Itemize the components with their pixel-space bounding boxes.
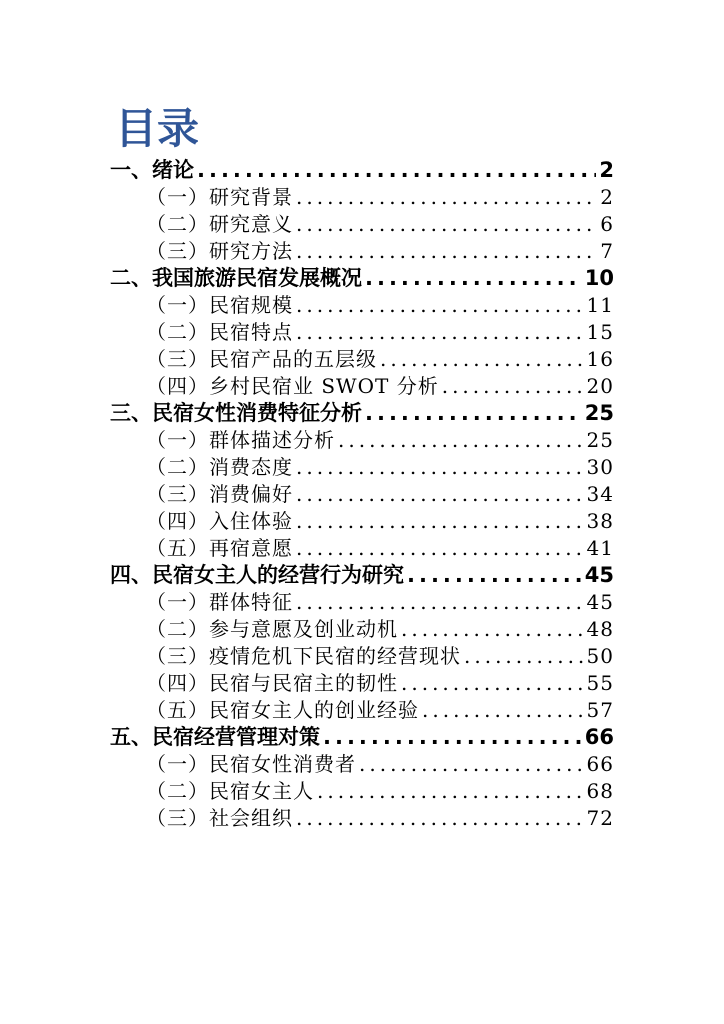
toc-dot-leader	[365, 265, 582, 292]
toc-entry-label: （一）研究背景	[146, 185, 293, 209]
toc-dot-leader	[296, 238, 597, 265]
toc-entry-label: （二）研究意义	[146, 212, 293, 236]
toc-section-entry[interactable]	[110, 319, 614, 346]
toc-title: 目录	[115, 104, 200, 153]
toc-entry-label: （四）乡村民宿业 SWOT 分析	[146, 374, 439, 398]
toc-page-number: 66	[586, 752, 614, 776]
toc-entry-label: 一、绪论	[110, 158, 194, 182]
toc-chapter-entry[interactable]	[110, 157, 614, 184]
toc-section-entry[interactable]	[110, 454, 614, 481]
toc-section-entry[interactable]	[110, 643, 614, 670]
toc-page-number: 45	[586, 590, 614, 614]
toc-entry-label: （二）消费态度	[146, 455, 293, 479]
toc-entry-label: 五、民宿经营管理对策	[110, 725, 320, 749]
toc-entry-label: （二）参与意愿及创业动机	[146, 617, 398, 641]
toc-page-number: 48	[586, 617, 614, 641]
toc-entry-label: （五）民宿女主人的创业经验	[146, 698, 419, 722]
toc-dot-leader	[338, 427, 584, 454]
toc-chapter-entry[interactable]	[110, 562, 614, 589]
toc-entry-label: （三）消费偏好	[146, 482, 293, 506]
toc-dot-leader	[422, 697, 584, 724]
toc-dot-leader	[296, 508, 584, 535]
toc-page-number: 16	[586, 347, 614, 371]
toc-entry-label: （四）入住体验	[146, 509, 293, 533]
toc-dot-leader	[359, 751, 584, 778]
toc-section-entry[interactable]	[110, 346, 614, 373]
toc-entry-label: （五）再宿意愿	[146, 536, 293, 560]
toc-dot-leader	[296, 292, 584, 319]
toc-section-entry[interactable]	[110, 589, 614, 616]
toc-section-entry[interactable]	[110, 427, 614, 454]
toc-dot-leader	[407, 562, 582, 589]
toc-dot-leader	[296, 589, 584, 616]
toc-entry-label: （三）疫情危机下民宿的经营现状	[146, 644, 461, 668]
toc-entry-label: （一）民宿规模	[146, 293, 293, 317]
toc-dot-leader	[197, 157, 596, 184]
table-of-contents	[110, 157, 614, 832]
toc-section-entry[interactable]	[110, 211, 614, 238]
toc-dot-leader	[296, 319, 584, 346]
toc-page-number: 2	[599, 158, 614, 182]
toc-chapter-entry[interactable]	[110, 400, 614, 427]
toc-dot-leader	[296, 454, 584, 481]
toc-page-number: 34	[586, 482, 614, 506]
toc-page-number: 30	[586, 455, 614, 479]
toc-page-number: 72	[586, 806, 614, 830]
toc-section-entry[interactable]	[110, 292, 614, 319]
toc-section-entry[interactable]	[110, 670, 614, 697]
toc-page-number: 66	[584, 725, 614, 749]
toc-page-number: 45	[584, 563, 614, 587]
toc-entry-label: （四）民宿与民宿主的韧性	[146, 671, 398, 695]
toc-entry-label: （一）群体特征	[146, 590, 293, 614]
toc-entry-label: （三）研究方法	[146, 239, 293, 263]
toc-dot-leader	[464, 643, 584, 670]
toc-page-number: 2	[600, 185, 614, 209]
toc-page-number: 55	[586, 671, 614, 695]
toc-entry-label: （三）社会组织	[146, 806, 293, 830]
toc-page-number: 11	[586, 293, 614, 317]
toc-section-entry[interactable]	[110, 751, 614, 778]
toc-section-entry[interactable]	[110, 697, 614, 724]
toc-section-entry[interactable]	[110, 805, 614, 832]
toc-entry-label: 四、民宿女主人的经营行为研究	[110, 563, 404, 587]
toc-page-number: 25	[586, 428, 614, 452]
toc-dot-leader	[296, 805, 584, 832]
toc-entry-label: （二）民宿女主人	[146, 779, 314, 803]
toc-entry-label: （一）民宿女性消费者	[146, 752, 356, 776]
toc-dot-leader	[317, 778, 584, 805]
toc-dot-leader	[365, 400, 582, 427]
toc-page-number: 7	[600, 239, 614, 263]
toc-dot-leader	[442, 373, 584, 400]
toc-section-entry[interactable]	[110, 373, 614, 400]
toc-section-entry[interactable]	[110, 238, 614, 265]
toc-section-entry[interactable]	[110, 535, 614, 562]
toc-dot-leader	[296, 535, 584, 562]
toc-entry-label: （三）民宿产品的五层级	[146, 347, 377, 371]
toc-page-number: 15	[586, 320, 614, 344]
toc-entry-label: 二、我国旅游民宿发展概况	[110, 266, 362, 290]
toc-entry-label: （一）群体描述分析	[146, 428, 335, 452]
toc-page-number: 57	[586, 698, 614, 722]
toc-dot-leader	[323, 724, 582, 751]
toc-page-number: 50	[586, 644, 614, 668]
toc-dot-leader	[296, 211, 597, 238]
toc-section-entry[interactable]	[110, 508, 614, 535]
toc-dot-leader	[296, 184, 597, 211]
toc-page-number: 38	[586, 509, 614, 533]
toc-page-number: 10	[584, 266, 614, 290]
toc-dot-leader	[401, 616, 584, 643]
toc-entry-label: （二）民宿特点	[146, 320, 293, 344]
toc-chapter-entry[interactable]	[110, 724, 614, 751]
toc-page-number: 68	[586, 779, 614, 803]
toc-section-entry[interactable]	[110, 616, 614, 643]
toc-dot-leader	[296, 481, 584, 508]
toc-page-number: 20	[586, 374, 614, 398]
toc-page-number: 41	[586, 536, 614, 560]
toc-dot-leader	[401, 670, 584, 697]
toc-section-entry[interactable]	[110, 184, 614, 211]
toc-section-entry[interactable]	[110, 778, 614, 805]
toc-page-number: 25	[584, 401, 614, 425]
toc-chapter-entry[interactable]	[110, 265, 614, 292]
toc-entry-label: 三、民宿女性消费特征分析	[110, 401, 362, 425]
toc-page-number: 6	[600, 212, 614, 236]
toc-dot-leader	[380, 346, 584, 373]
toc-section-entry[interactable]	[110, 481, 614, 508]
